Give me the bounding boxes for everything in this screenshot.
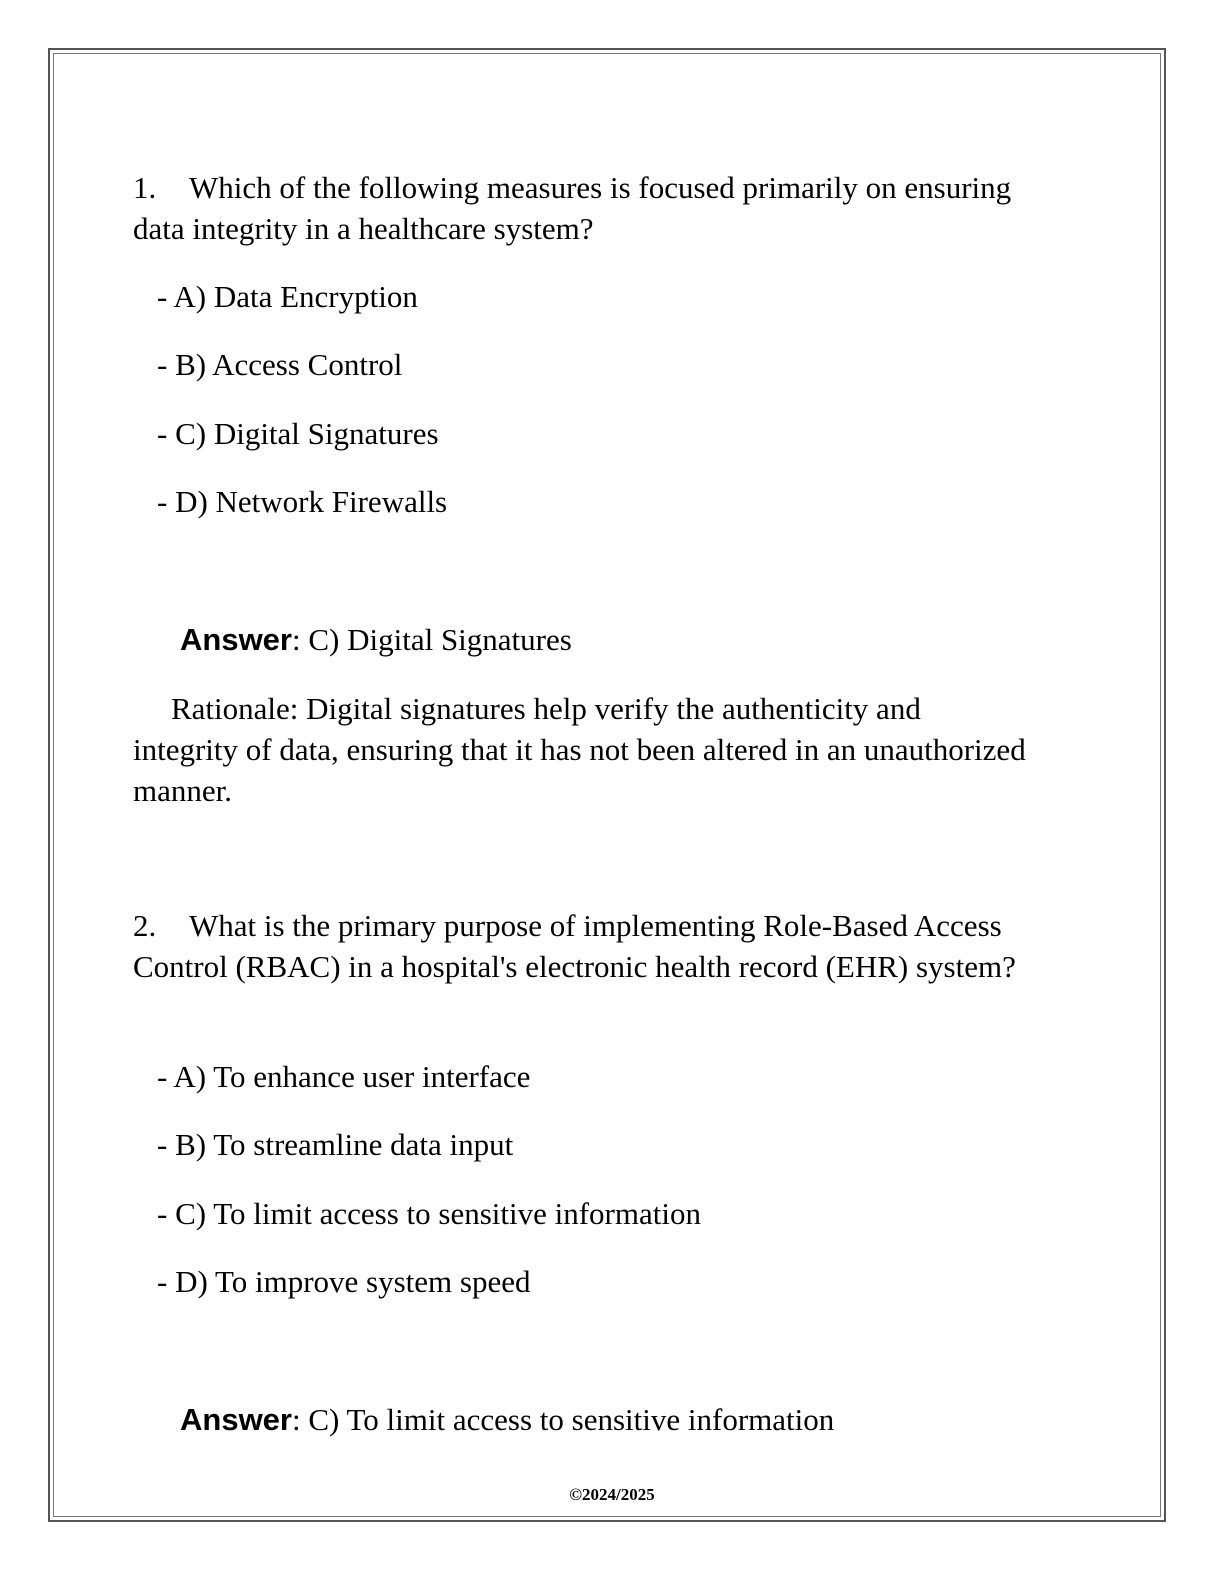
question-1-text [133, 167, 1033, 249]
question-1-number: 1. [133, 170, 157, 205]
option-1d: - D) Network Firewalls [157, 484, 448, 519]
question-2-prompt: What is the primary purpose of implementing Role-Based Access Control (RBAC) in a hospital's electronic health record (EHR) system? [133, 908, 1016, 984]
question-1 [133, 167, 1033, 249]
rationale-1: Rationale: Digital signatures help verify the authenticity and integrity of data, ensuring that it has not been altered in an unauthorized manner. [133, 691, 1026, 808]
option-2d: - D) To improve system speed [157, 1264, 531, 1299]
question-2-number: 2. [133, 908, 157, 943]
option-1c: - C) Digital Signatures [157, 416, 439, 451]
copyright-footer: ©2024/2025 [569, 1485, 655, 1504]
question-1-prompt: Which of the following measures is focused primarily on ensuring data integrity in a healthcare system? [133, 170, 1012, 246]
answer-1-value: : C) Digital Signatures [291, 622, 572, 657]
question-1-options [133, 276, 1033, 522]
question-2 [133, 905, 1033, 987]
answer-2-label: Answer [180, 1402, 292, 1437]
answer-2 [180, 1399, 834, 1440]
answer-1-label: Answer [180, 622, 292, 657]
option-2c: - C) To limit access to sensitive information [157, 1196, 701, 1231]
option-2b: - B) To streamline data input [157, 1127, 514, 1162]
option-1a: - A) Data Encryption [157, 279, 418, 314]
option-1b: - B) Access Control [157, 347, 403, 382]
question-2-options [133, 1056, 1033, 1302]
answer-2-value: : C) To limit access to sensitive information [291, 1402, 835, 1437]
question-2-text [133, 905, 1033, 987]
option-2a: - A) To enhance user interface [157, 1059, 531, 1094]
answer-1 [180, 619, 572, 660]
